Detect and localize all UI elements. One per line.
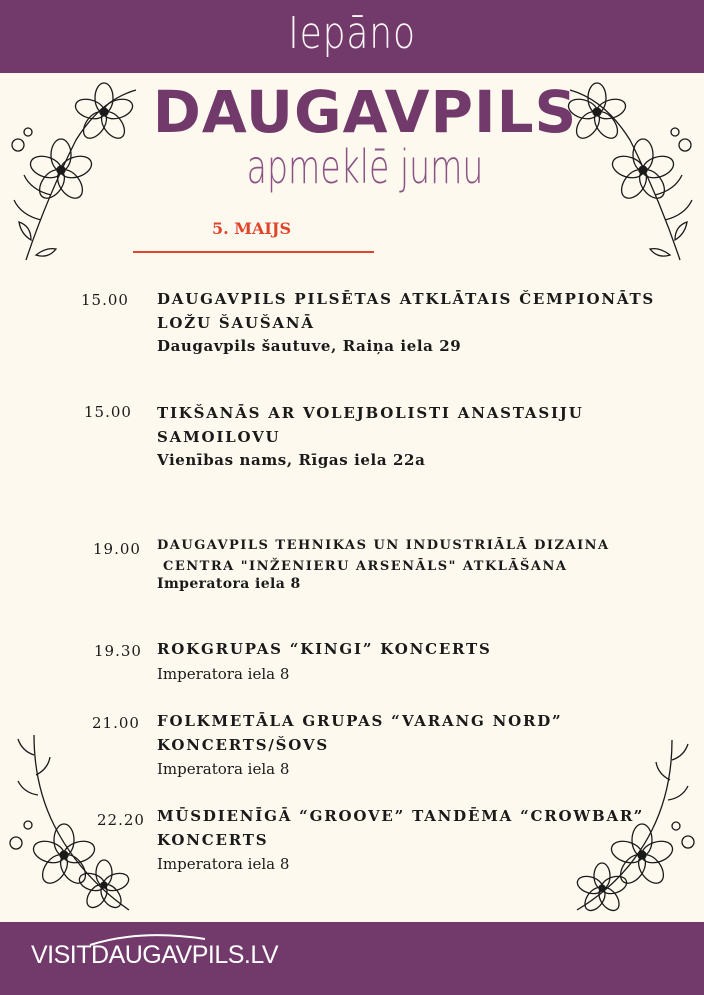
event-place: Vienības nams, Rīgas iela 22a	[157, 451, 426, 469]
subtitle: apmeklē jumu	[246, 140, 484, 194]
event-title-line: DAUGAVPILS TEHNIKAS UN INDUSTRIĀLĀ DIZAINA	[157, 538, 610, 553]
event-title-line: MŪSDIENĪGĀ “GROOVE” TANDĒMA “CROWBAR”	[157, 807, 645, 825]
date-underline	[133, 251, 374, 253]
footer-logo[interactable]: VISITDAUGAVPILS.LV	[31, 941, 279, 969]
event-title-line: KONCERTS/ŠOVS	[157, 736, 329, 754]
event-title-line: DAUGAVPILS PILSĒTAS ATKLĀTAIS ČEMPIONĀTS	[157, 290, 656, 308]
event-time: 15.00	[81, 291, 129, 309]
event-title-line: FOLKMETĀLA GRUPAS “VARANG NORD”	[157, 712, 563, 730]
event-time: 15.00	[84, 403, 132, 421]
event-place: Imperatora iela 8	[157, 855, 290, 873]
event-place: Daugavpils šautuve, Raiņa iela 29	[157, 337, 462, 355]
event-time: 19.00	[93, 540, 141, 558]
event-place: Imperatora iela 8	[157, 760, 290, 778]
event-title-line: LOŽU ŠAUŠANĀ	[157, 314, 315, 332]
event-title-line: KONCERTS	[157, 831, 269, 849]
event-time: 21.00	[92, 714, 140, 732]
event-title-line: ROKGRUPAS “KINGI” KONCERTS	[157, 640, 492, 658]
event-title-line: CENTRA "INŽENIERU ARSENĀLS" ATKLĀŠANA	[157, 559, 568, 574]
event-place: Imperatora iela 8	[157, 576, 301, 592]
header-top-title: Iepāno	[288, 8, 416, 59]
event-time: 19.30	[94, 642, 142, 660]
event-date: 5. MAIJS	[212, 219, 292, 238]
event-time: 22.20	[97, 811, 145, 829]
event-title-line: SAMOILOVU	[157, 428, 281, 446]
event-place: Imperatora iela 8	[157, 665, 290, 683]
city-title: DAUGAVPILS	[152, 78, 578, 146]
event-title-line: TIKŠANĀS AR VOLEJBOLISTI ANASTASIJU	[157, 404, 584, 422]
